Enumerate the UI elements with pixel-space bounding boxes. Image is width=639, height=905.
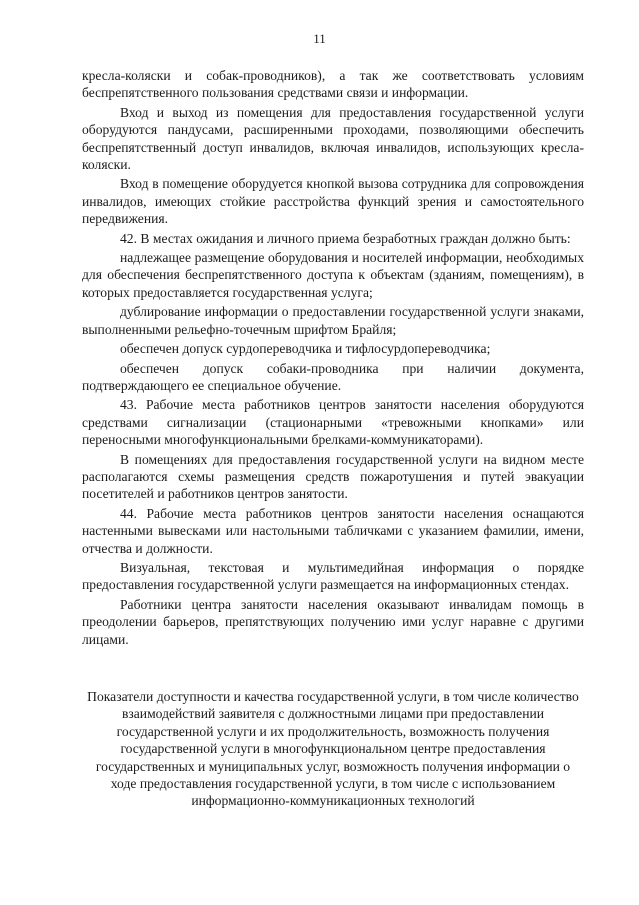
paragraph: Работники центра занятости населения оказывают инвалидам помощь в преодолении барьеров, препятствующих получению ими услуг наравне с другими лицами. [82, 596, 584, 647]
paragraph: Вход в помещение оборудуется кнопкой вызова сотрудника для сопровождения инвалидов, имеющих стойкие расстройства функций зрения и самостоятельного передвижения. [82, 176, 584, 227]
list-item: дублирование информации о предоставлении государственной услуги знаками, выполненными рельефно-точечным шрифтом Брайля; [82, 304, 584, 337]
list-item: надлежащее размещение оборудования и носителей информации, необходимых для обеспечения беспрепятственного доступа к объектам (зданиям, помещениям), в которых предоставляется государственная услуга; [82, 250, 584, 300]
paragraph: Визуальная, текстовая и мультимедийная информация о порядке предоставления государственной услуги размещается на информационных стендах. [82, 559, 584, 593]
section-heading: Показатели доступности и качества государственной услуги, в том числе количество взаимодействий заявителя с должностными лицами при предоставлении государственной услуги и их продолжительность, возможность получения государственной услуги в многофункциональном центре предоставления государственных и муниципальных услуг, возможность получения информации о ходе предоставления государственной услуги, в том числе с использованием информационно-коммуникационных технологий [87, 689, 579, 809]
paragraph: В помещениях для предоставления государственной услуги на видном месте располагаются схемы размещения средств пожаротушения и путей эвакуации посетителей и работников центров занятости. [82, 451, 584, 502]
paragraph: 44. Рабочие места работников центров занятости населения оснащаются настенными вывесками или настольными табличками с указанием фамилии, имени, отчества и должности. [82, 505, 584, 556]
list-item: обеспечен допуск собаки-проводника при наличии документа, подтверждающего ее специальное обучение. [82, 360, 584, 393]
paragraph: 42. В местах ожидания и личного приема безработных граждан должно быть: [120, 230, 571, 246]
paragraph: 43. Рабочие места работников центров занятости населения оборудуются средствами сигнализации (стационарными «тревожными кнопками» или переносными многофункциональными брелками-коммуникаторами). [82, 397, 584, 448]
list-item: обеспечен допуск сурдопереводчика и тифлосурдопереводчика; [120, 341, 491, 357]
paragraph: Вход и выход из помещения для предоставления государственной услуги оборудуются пандусами, расширенными проходами, позволяющими обеспечить беспрепятственный доступ инвалидов, включая инвалидов, использующих кресла-коляски. [82, 104, 584, 173]
document-body [82, 67, 584, 650]
page-number: 11 [313, 31, 326, 46]
paragraph: кресла-коляски и собак-проводников), а так же соответствовать условиям беспрепятственного пользования средствами связи и информации. [82, 68, 584, 101]
